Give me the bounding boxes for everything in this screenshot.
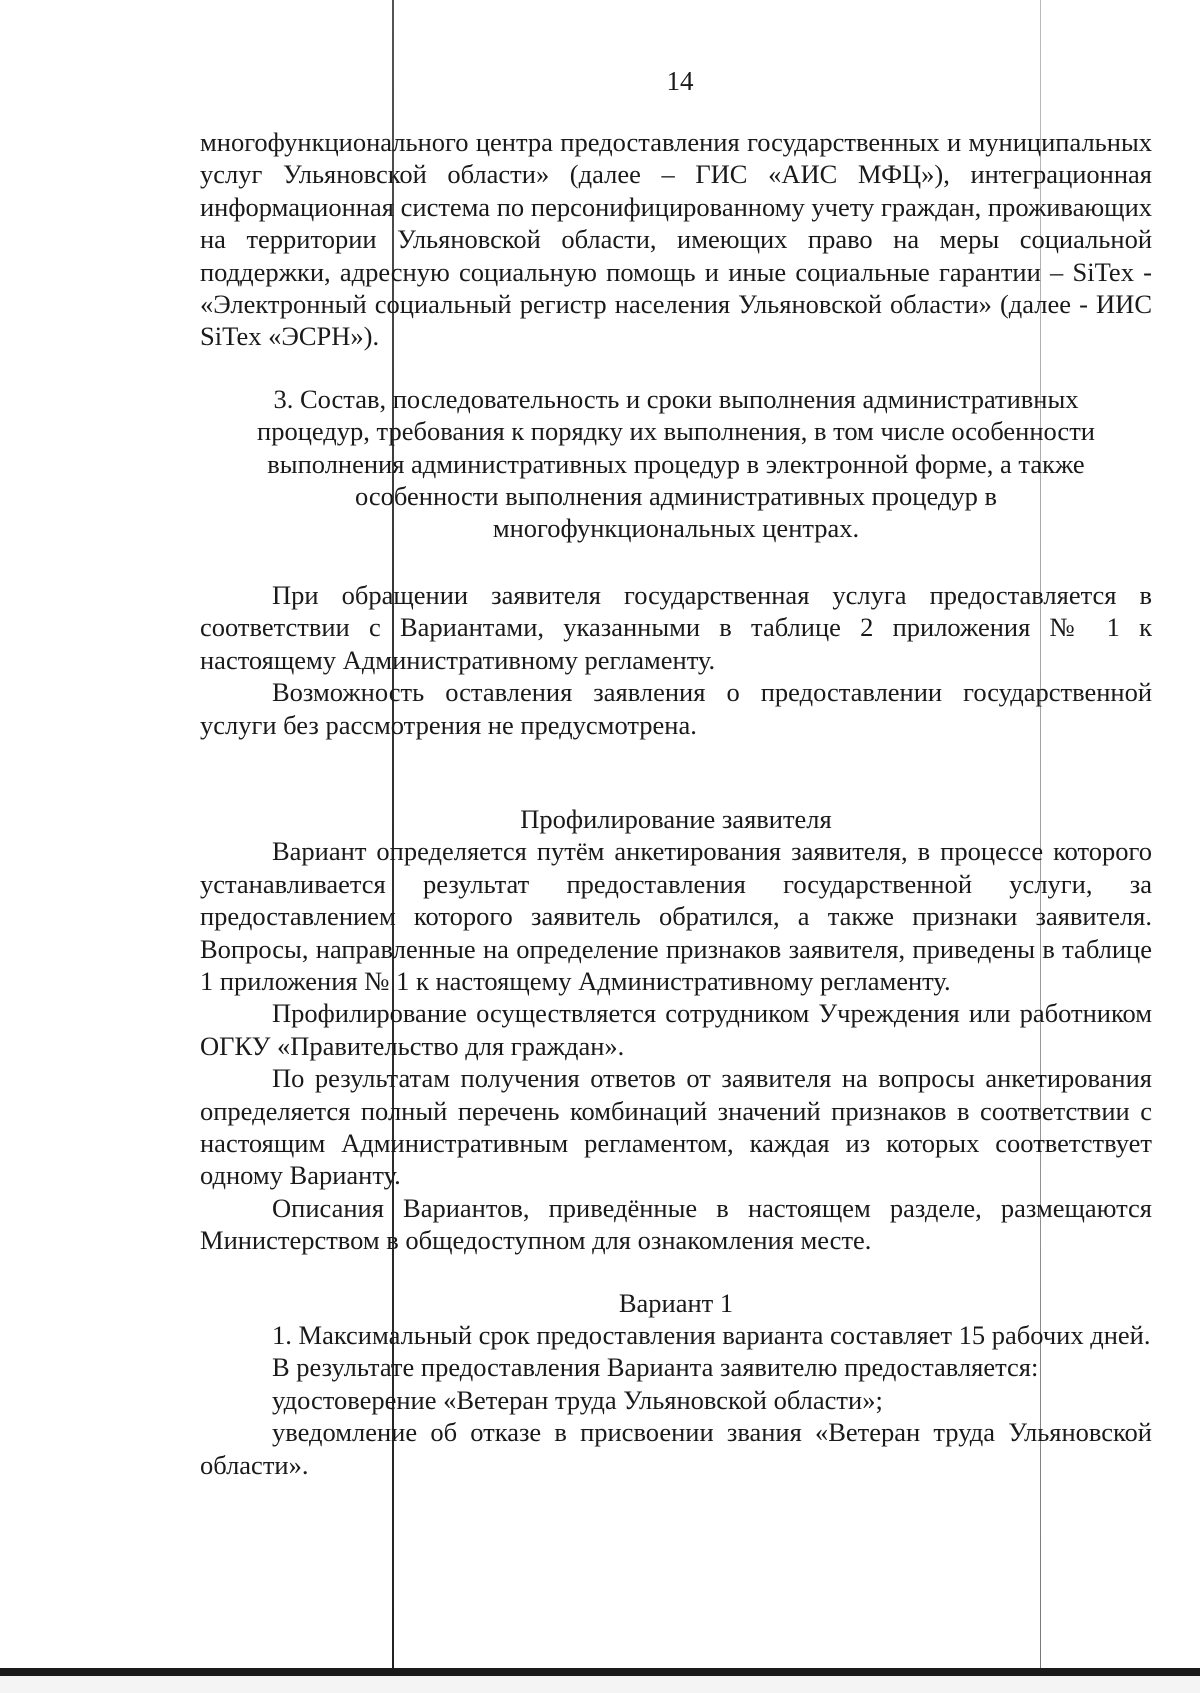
variant-1-paragraph: уведомление об отказе в присвоении звания «Ветеран труда Ульяновской области». — [200, 1417, 1152, 1480]
intro-paragraph: многофункционального центра предоставления государственных и муниципальных услуг Ульяновской области» (далее – ГИС «АИС МФЦ»), интеграционная информационная система по персонифицированному учету граждан, проживающих на территории Ульяновской области, имеющих право на меры социальной поддержки, адресную социальную помощь и иные социальные гарантии – SiTex - «Электронный социальный регистр населения Ульяновской области» (далее - ИИС SiTex «ЭСРН»). — [200, 127, 1152, 352]
section-3-heading-line: выполнения административных процедур в электронной форме, а также — [267, 448, 1085, 479]
section-3-heading-line: процедур, требования к порядку их выполнения, в том числе особенности — [257, 416, 1095, 447]
section-3-heading-line: многофункциональных центрах. — [492, 513, 860, 544]
section-3-heading-line: особенности выполнения административных процедур в — [354, 481, 998, 512]
profiling-heading: Профилирование заявителя — [520, 803, 832, 834]
profiling-paragraph: Вариант определяется путём анкетирования заявителя, в процессе которого устанавливается результат предоставления государственной услуги, за предоставлением которого заявитель обратился, а также признаки заявителя. Вопросы, направленные на определение признаков заявителя, приведены в таблице 1 приложения № 1 к настоящему Административному регламенту. — [200, 836, 1152, 996]
scan-bottom-border — [0, 1668, 1200, 1676]
section-3-paragraph: Возможность оставления заявления о предоставлении государственной услуги без рассмотрения не предусмотрена. — [200, 677, 1152, 740]
section-3-paragraph: При обращении заявителя государственная услуга предоставляется в соответствии с Вариантами, указанными в таблице 2 приложения № 1 к настоящему Административному регламенту. — [200, 579, 1152, 675]
variant-1-heading: Вариант 1 — [618, 1287, 734, 1318]
page-number: 14 — [666, 66, 694, 96]
variant-1-paragraph: 1. Максимальный срок предоставления варианта составляет 15 рабочих дней. — [272, 1320, 1151, 1350]
variant-1-paragraph: В результате предоставления Варианта заявителю предоставляется: — [272, 1352, 1039, 1383]
document-body — [200, 126, 1152, 1481]
section-3-heading — [200, 383, 1152, 545]
scan-bottom-margin — [0, 1676, 1200, 1693]
variant-1-paragraph: удостоверение «Ветеран труда Ульяновской области»; — [272, 1384, 883, 1415]
profiling-paragraph: По результатам получения ответов от заявителя на вопросы анкетирования определяется полный перечень комбинаций значений признаков в соответствии с настоящим Административным регламентом, каждая из которых соответствует одному Варианту. — [200, 1063, 1152, 1191]
profiling-paragraph: Описания Вариантов, приведённые в настоящем разделе, размещаются Министерством в общедоступном для ознакомления месте. — [200, 1192, 1152, 1256]
section-3-heading-line: 3. Состав, последовательность и сроки выполнения административных — [273, 383, 1079, 414]
profiling-paragraph: Профилирование осуществляется сотрудником Учреждения или работником ОГКУ «Правительство для граждан». — [200, 998, 1152, 1061]
